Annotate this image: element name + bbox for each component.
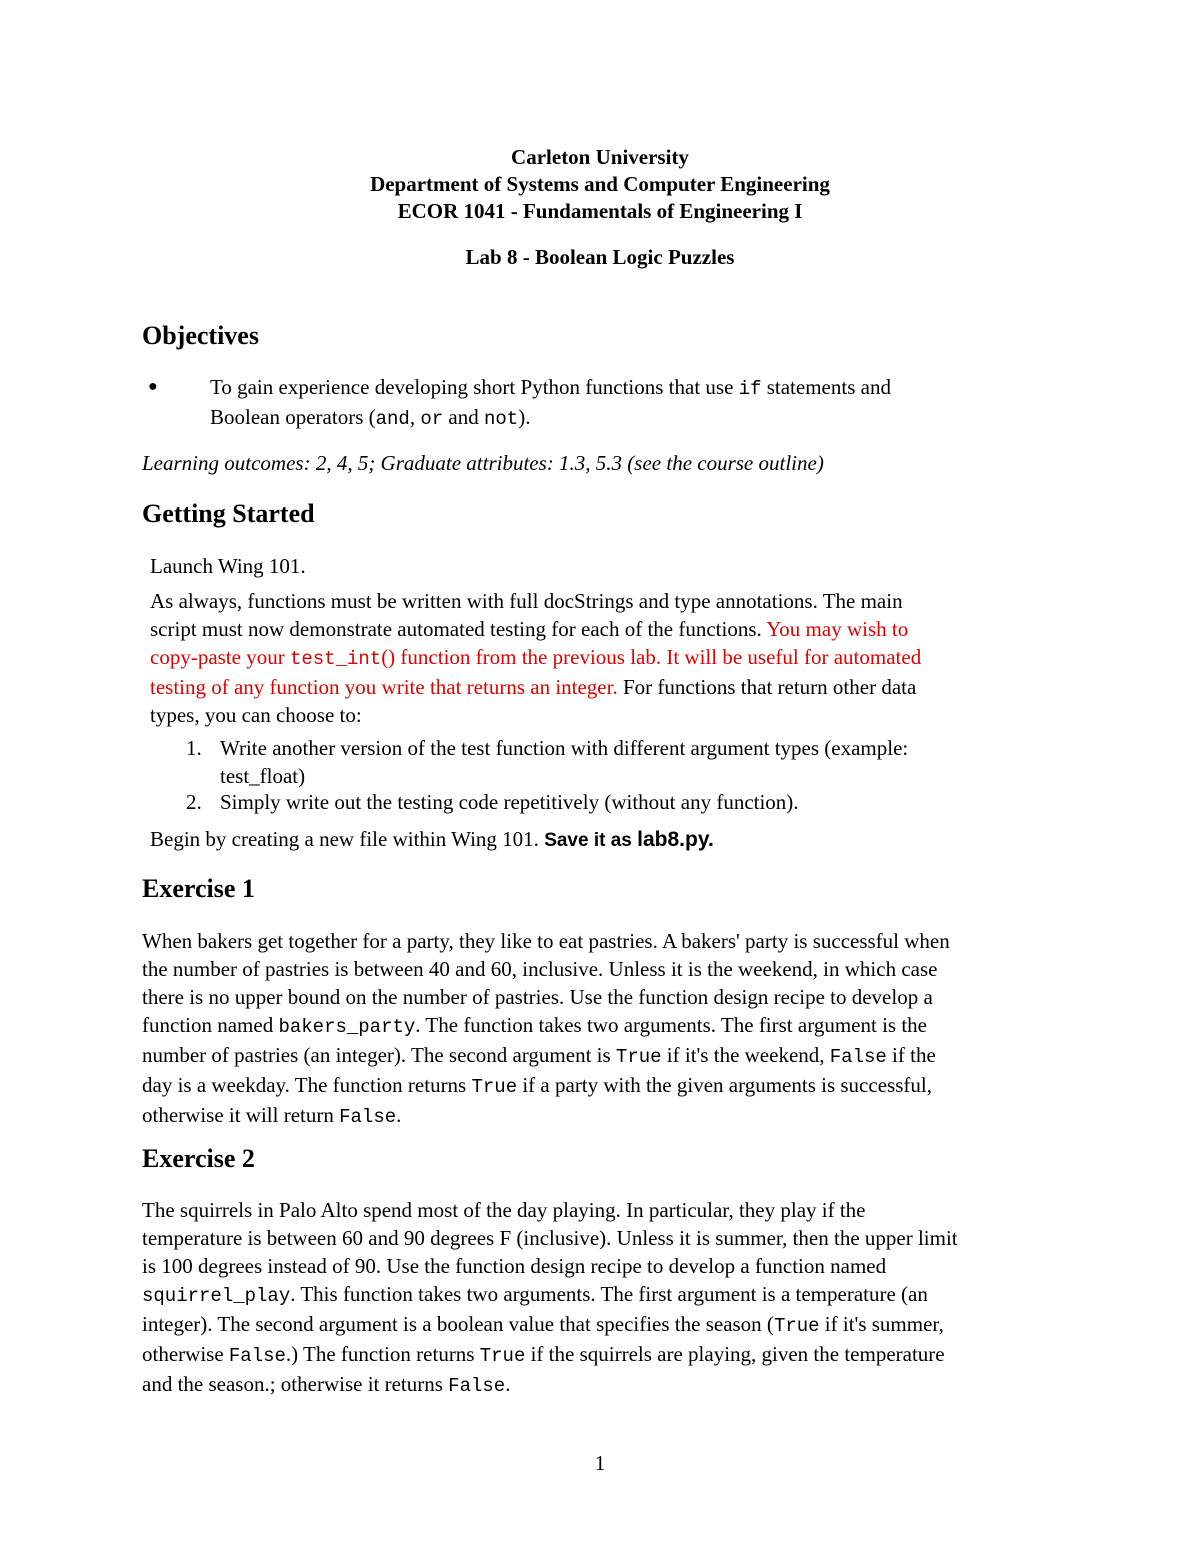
exercise-1-heading: Exercise 1 [142,874,255,903]
bullet-line-2: Boolean operators (and, or and not). [210,405,531,430]
course-title: ECOR 1041 - Fundamentals of Engineering I [397,199,803,223]
begin-instruction: Begin by creating a new file within Wing 101. Save it as lab8.py. [150,827,714,851]
getting-started-heading: Getting Started [142,499,315,528]
university-name: Carleton University [511,145,689,169]
page-number: 1 [594,1451,606,1475]
exercise-1-text: When bakers get together for a party, they like to eat pastries. A bakers' party is successful when the number of pastries is between 40 and 60, inclusive. Unless it is the weekend, in which case there is no upper bound on the number of pastries. Use the function design recipe to develop a function named bakers_party. The function takes two arguments. The first argument is the number of pastries (an integer). The second argument is True if it's the weekend, False if the day is a weekday. The function returns True if a party with the given arguments is successful, otherwise it will return False. [142,929,950,1128]
bullet-line-1: To gain experience developing short Python functions that use if statements and [210,375,891,400]
exercise-2-text: The squirrels in Palo Alto spend most of the day playing. In particular, they play if the temperature is between 60 and 90 degrees F (inclusive). Unless it is summer, then the upper limit is 100 degrees instead of 90. Use the function design recipe to develop a function named squirrel_play. This function takes two arguments. The first argument is a temperature (an integer). The second argument is a boolean value that specifies the season (True if it's summer, otherwise False.) The function returns True if the squirrels are playing, given the temperature and the season.; otherwise it returns False. [142,1198,958,1397]
objectives-heading: Objectives [142,321,259,350]
department-name: Department of Systems and Computer Engineering [370,172,830,196]
learning-outcomes: Learning outcomes: 2, 4, 5; Graduate attributes: 1.3, 5.3 (see the course outline) [142,451,824,475]
launch-text: Launch Wing 101. [150,554,306,578]
getting-started-paragraph: As always, functions must be written with full docStrings and type annotations. The main script must now demonstrate automated testing for each of the functions. You may wish to copy-paste your test_int() function from the previous lab. It will be useful for automated testing of any function you write that returns an integer. For functions that return other data types, you can choose to: [150,589,922,727]
bullet-icon: ● [148,378,158,395]
exercise-2-heading: Exercise 2 [142,1144,255,1173]
lab-title: Lab 8 - Boolean Logic Puzzles [465,245,735,269]
